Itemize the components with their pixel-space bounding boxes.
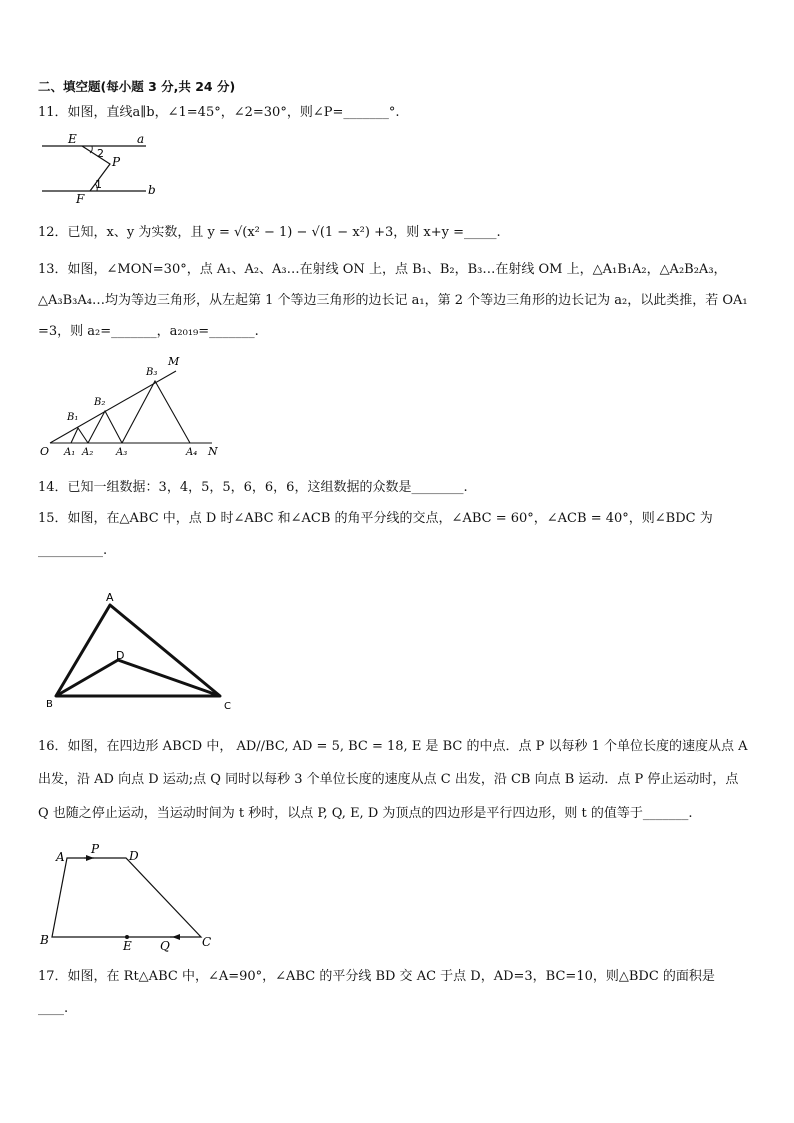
label-O: O <box>40 445 50 458</box>
label-M: M <box>168 355 180 368</box>
figure-q11 <box>38 128 168 210</box>
section-heading: 二、填空题(每小题 3 分,共 24 分) <box>38 79 236 94</box>
question-15-line-1: 15．如图，在△ABC 中，点 D 时∠ABC 和∠ACB 的角平分线的交点，∠ABC = 60°，∠ACB = 40°，则∠BDC 为 <box>38 511 713 526</box>
point-Q-arrow <box>172 934 180 940</box>
triangle-2 <box>88 411 122 443</box>
label-D: D <box>116 649 125 662</box>
question-16-line-1: 16．如图，在四边形 ABCD 中， AD//BC, AD = 5, BC = 18, E 是 BC 的中点．点 P 以每秒 1 个单位长度的速度从点 A <box>38 739 748 754</box>
question-13-line-2: △A₃B₃A₄…均为等边三角形，从左起第 1 个等边三角形的边长记 a₁，第 2 个等边三角形的边长记为 a₂，以此类推，若 OA₁ <box>38 293 748 308</box>
question-15-line-2: __________. <box>38 543 108 558</box>
label-C: C <box>224 701 231 712</box>
question-13-line-1: 13．如图，∠MON=30°，点 A₁、A₂、A₃…在射线 ON 上，点 B₁、B₂，B₃…在射线 OM 上，△A₁B₁A₂，△A₂B₂A₃， <box>38 262 727 277</box>
label-B2: B₂ <box>94 397 106 408</box>
question-13-line-3: =3，则 a₂=_______，a₂₀₁₉=_______. <box>38 324 259 339</box>
label-A: A <box>106 591 114 604</box>
figure-q13 <box>36 352 226 464</box>
triangle-3 <box>122 381 190 443</box>
triangle-1 <box>71 428 88 443</box>
question-17-line-1: 17．如图，在 Rt△ABC 中，∠A=90°，∠ABC 的平分线 BD 交 AC 于点 D，AD=3，BC=10，则△BDC 的面积是 <box>38 969 715 984</box>
label-A3: A₃ <box>116 447 128 458</box>
label-E: E <box>68 132 77 146</box>
label-P: P <box>91 842 100 856</box>
label-D: D <box>129 849 139 863</box>
ray-OM <box>50 371 176 443</box>
label-angle-2: 2 <box>97 147 104 160</box>
label-N: N <box>208 445 218 458</box>
label-A4: A₄ <box>186 447 198 458</box>
label-P: P <box>112 155 121 169</box>
question-16-line-3: Q 也随之停止运动，当运动时间为 t 秒时，以点 P, Q, E, D 为顶点的四边形是平行四边形，则 t 的值等于_______. <box>38 806 693 821</box>
question-14: 14．已知一组数据：3，4，5，5，6，6，6，这组数据的众数是________. <box>38 480 468 495</box>
quadrilateral-abcd <box>52 858 201 937</box>
question-12: 12．已知，x、y 为实数，且 y = √(x² − 1) − √(1 − x²) +3，则 x+y =_____. <box>38 225 501 240</box>
question-17-line-2: ____. <box>38 1001 69 1016</box>
label-A: A <box>56 850 65 864</box>
label-b: b <box>148 183 156 197</box>
question-16-line-2: 出发，沿 AD 向点 D 运动;点 Q 同时以每秒 3 个单位长度的速度从点 C 出发，沿 CB 向点 B 运动．点 P 停止运动时，点 <box>38 772 739 787</box>
figure-q16 <box>36 840 226 956</box>
label-F: F <box>76 192 85 206</box>
label-B1: B₁ <box>67 412 79 423</box>
figure-q15 <box>40 585 240 719</box>
question-11: 11．如图，直线a∥b，∠1=45°，∠2=30°，则∠P=_______°. <box>38 105 400 120</box>
label-C: C <box>202 935 212 949</box>
label-A2: A₂ <box>82 447 94 458</box>
label-A1: A₁ <box>64 447 76 458</box>
label-a: a <box>137 132 145 146</box>
label-B3: B₃ <box>146 367 158 378</box>
label-angle-1: 1 <box>95 178 102 191</box>
bisector-lines-bdc <box>56 660 220 696</box>
label-B: B <box>40 933 49 947</box>
label-E: E <box>123 939 132 952</box>
label-Q: Q <box>160 939 170 952</box>
label-B: B <box>46 699 53 710</box>
